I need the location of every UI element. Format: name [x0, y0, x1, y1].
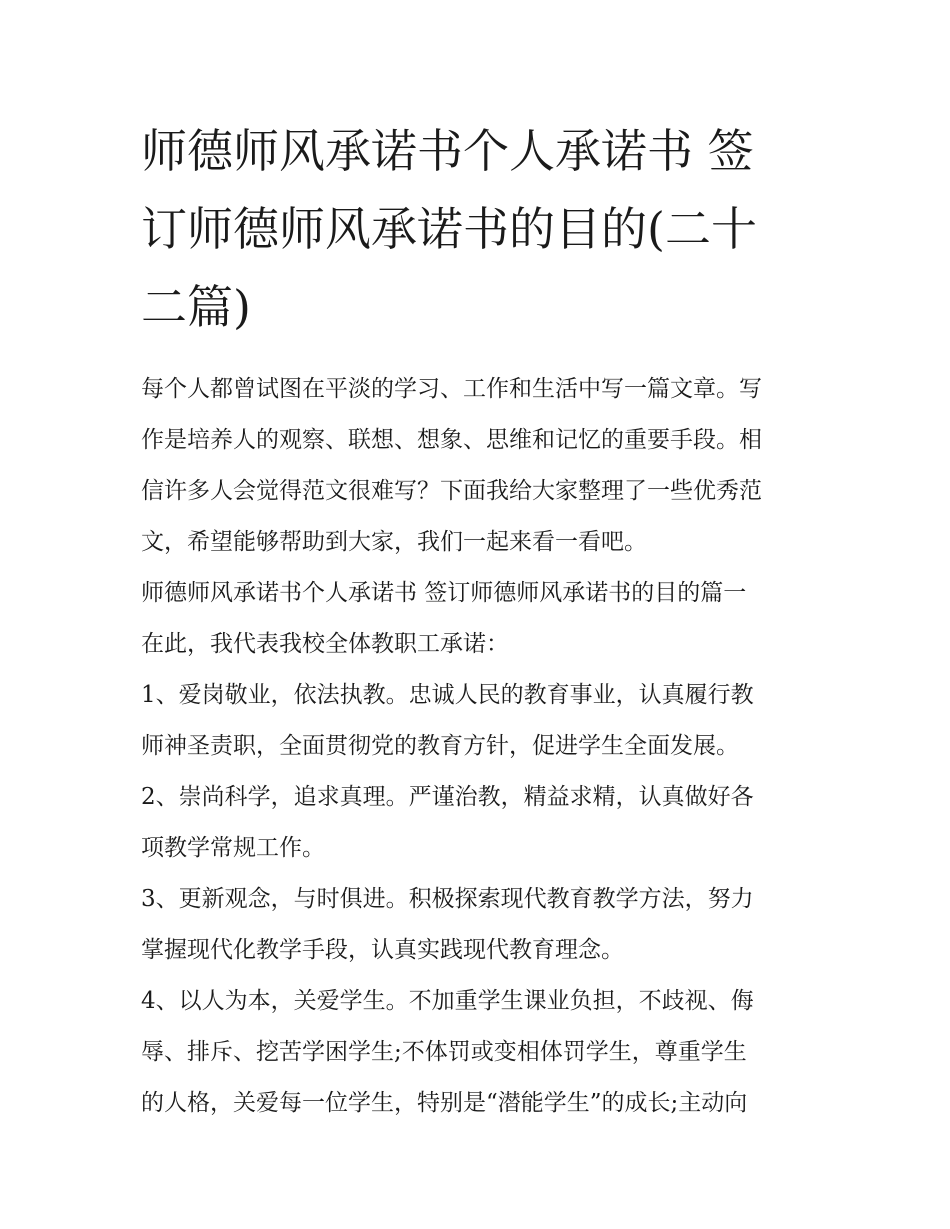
text-line: 4、以人为本，关爱学生。不加重学生课业负担，不歧视、侮 [141, 988, 754, 1014]
text-line: 信许多人会觉得范文很难写？下面我给大家整理了一些优秀范 [141, 478, 762, 504]
text-line: 作是培养人的观察、联想、想象、思维和记忆的重要手段。相 [141, 427, 762, 453]
title-line: 订师德师风承诺书的目的(二十 [141, 202, 757, 256]
text-line: 2、崇尚科学，追求真理。严谨治教，精益求精，认真做好各 [141, 784, 754, 810]
text-line: 掌握现代化教学手段，认真实践现代教育理念。 [141, 937, 624, 963]
text-line: 3、更新观念，与时俱进。积极探索现代教育教学方法，努力 [141, 886, 754, 912]
text-line: 在此，我代表我校全体教职工承诺： [141, 631, 509, 657]
text-line: 师德师风承诺书个人承诺书 签订师德师风承诺书的目的篇一 [141, 580, 747, 606]
pledge-item-3 [141, 874, 813, 976]
document-title [141, 112, 813, 346]
pledge-item-2 [141, 772, 813, 874]
text-line: 每个人都曾试图在平淡的学习、工作和生活中写一篇文章。写 [141, 376, 762, 402]
text-line: 文，希望能够帮助到大家，我们一起来看一看吧。 [141, 529, 647, 555]
text-line: 项教学常规工作。 [141, 835, 325, 861]
pledge-item-4 [141, 976, 813, 1129]
title-line: 二篇) [141, 280, 251, 334]
document-paragraphs [141, 364, 813, 1129]
text-line: 师神圣责职，全面贯彻党的教育方针，促进学生全面发展。 [141, 733, 739, 759]
pledge-opening [141, 619, 813, 670]
document-body [141, 112, 813, 1129]
text-line: 的人格，关爱每一位学生，特别是“潜能学生”的成长;主动向 [141, 1090, 748, 1116]
text-line: 辱、排斥、挖苦学困学生;不体罚或变相体罚学生，尊重学生 [141, 1039, 747, 1065]
section-heading [141, 568, 813, 619]
title-line: 师德师风承诺书个人承诺书 签 [141, 124, 754, 178]
pledge-item-1 [141, 670, 813, 772]
text-line: 1、爱岗敬业，依法执教。忠诚人民的教育事业，认真履行教 [141, 682, 754, 708]
intro-paragraph [141, 364, 813, 568]
